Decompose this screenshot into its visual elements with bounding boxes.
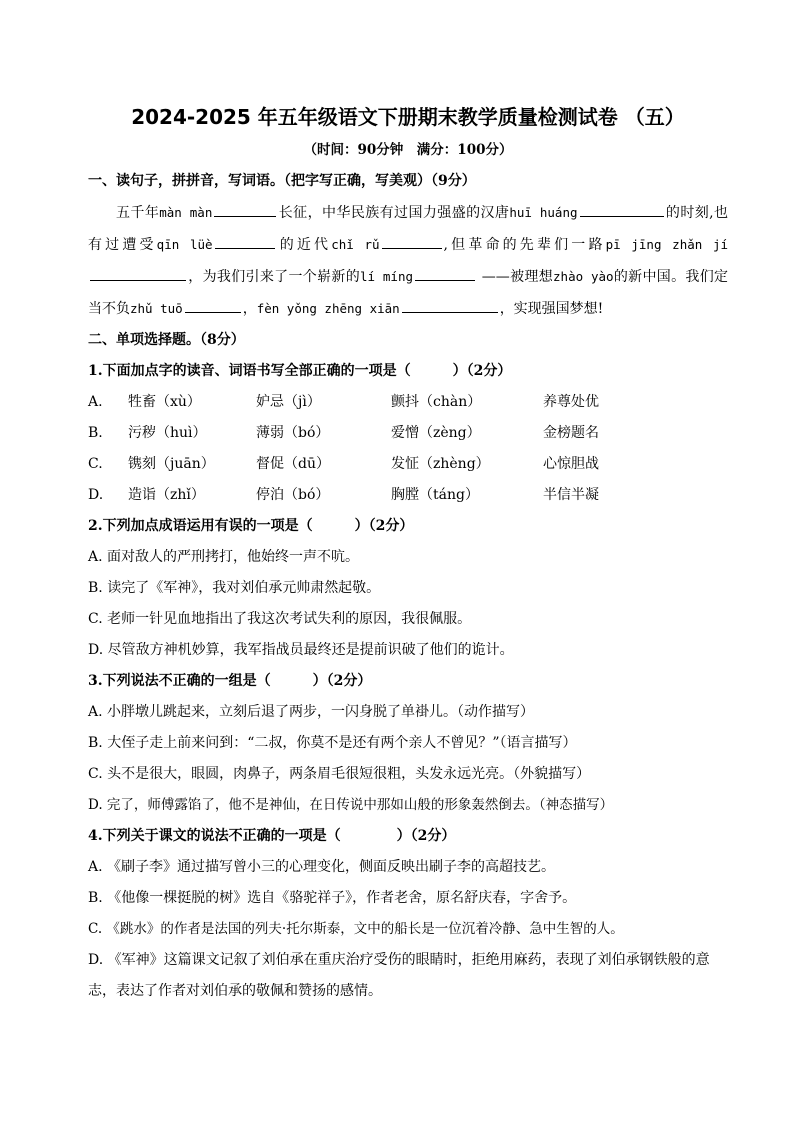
passage-text: 五千年 — [116, 205, 160, 221]
q3-option-b[interactable]: B. 大侄子走上前来问到：“二叔，你莫不是还有两个亲人不曾见？”（语言描写） — [88, 735, 577, 751]
section2-heading: 二、单项选择题。（8分） — [88, 332, 245, 348]
q1-option-a[interactable] — [88, 387, 728, 418]
answer-blank[interactable] — [580, 200, 664, 217]
option-word: 督促（dū） — [256, 456, 330, 472]
question-1-stem: 1.下面加点字的读音、词语书写全部正确的一项是（ ）（2分） — [88, 363, 512, 379]
q3-option-a[interactable]: A. 小胖墩儿跳起来，立刻后退了两步，一闪身脱了单褂儿。（动作描写） — [88, 704, 535, 720]
q2-option-c[interactable]: C. 老师一针见血地指出了我这次考试失利的原因，我很佩服。 — [88, 611, 472, 627]
q1-option-c[interactable] — [88, 449, 728, 480]
question-3-stem: 3.下列说法不正确的一组是（ ）（2分） — [88, 673, 372, 689]
q4-option-d[interactable]: D. 《军神》这篇课文记叙了刘伯承在重庆治疗受伤的眼睛时，拒绝用麻药，表现了刘伯承钢铁般的意志，表达了作者对刘伯承的敬佩和赞扬的感情。 — [88, 952, 710, 999]
pinyin-prompt: lí míng — [360, 269, 414, 284]
exam-title: 2024-2025 年五年级语文下册期末教学质量检测试卷 （五） — [131, 105, 685, 129]
question-4-stem: 4.下列关于课文的说法不正确的一项是（ ）（2分） — [88, 828, 456, 844]
option-word: 胸膛（táng） — [391, 487, 479, 503]
pinyin-prompt: qīn lüè — [156, 237, 213, 252]
pinyin-prompt: zhào yào — [553, 269, 614, 284]
q3-option-c[interactable]: C. 头不是很大，眼圆，肉鼻子，两条眉毛很短很粗，头发永远光亮。（外貌描写） — [88, 766, 591, 782]
option-word: 心惊胆战 — [543, 456, 599, 472]
q2-option-b[interactable]: B. 读完了《军神》，我对刘伯承元帅肃然起敬。 — [88, 580, 381, 596]
answer-blank[interactable] — [90, 264, 186, 281]
pinyin-prompt: chǐ rǔ — [331, 237, 380, 252]
answer-blank[interactable] — [382, 232, 442, 249]
passage-text: ，为我们引来了一个崭新的 — [188, 269, 361, 285]
option-letter: C. — [88, 456, 103, 472]
passage-text: 的时刻,也有过遭受 — [88, 205, 729, 253]
option-word: 造诣（zhǐ） — [128, 487, 205, 503]
option-letter: B. — [88, 425, 103, 441]
pinyin-prompt: màn màn — [159, 205, 213, 220]
q4-option-b[interactable]: B. 《他像一棵挺脱的树》选自《骆驼祥子》，作者老舍，原名舒庆春，字舍予。 — [88, 890, 577, 906]
option-word: 半信半凝 — [543, 487, 599, 503]
section1-heading: 一、读句子，拼拼音，写词语。（把字写正确，写美观）（9分） — [88, 173, 476, 189]
option-word: 停泊（bó） — [256, 487, 330, 503]
answer-blank[interactable] — [402, 296, 498, 313]
exam-page — [88, 100, 728, 1007]
option-word: 颤抖（chàn） — [391, 394, 482, 410]
passage-text: ,但革命的先辈们一路 — [443, 237, 606, 253]
option-word: 妒忌（jì） — [256, 394, 321, 410]
passage-text: 的新中国。我们定当不负 — [88, 269, 728, 317]
answer-blank[interactable] — [214, 200, 276, 217]
passage-text: ， — [242, 301, 257, 317]
q4-option-a[interactable]: A. 《刷子李》通过描写曾小三的心理变化，侧面反映出刷子李的高超技艺。 — [88, 859, 556, 875]
q2-option-a[interactable]: A. 面对敌人的严刑拷打，他始终一声不吭。 — [88, 549, 360, 565]
passage-text: ，实现强国梦想! — [499, 301, 604, 317]
option-word: 金榜题名 — [543, 425, 599, 441]
option-word: 牲畜（xù） — [128, 394, 201, 410]
q1-option-d[interactable] — [88, 480, 728, 511]
answer-blank[interactable] — [185, 296, 241, 313]
option-word: 养尊处优 — [543, 394, 599, 410]
passage-text: 长征，中华民族有过国力强盛的汉唐 — [278, 205, 510, 221]
section1-passage — [88, 197, 728, 325]
q4-option-c[interactable]: C. 《跳水》的作者是法国的列夫·托尔斯泰，文中的船长是一位沉着冷静、急中生智的人。 — [88, 921, 624, 937]
pinyin-prompt: fèn yǒng zhēng xiān — [256, 301, 400, 316]
option-word: 爱憎（zèng） — [391, 425, 481, 441]
passage-text: 的近代 — [276, 237, 332, 253]
q3-option-d[interactable]: D. 完了，师傅露馅了，他不是神仙，在日传说中那如山般的形象轰然倒去。（神态描写） — [88, 797, 614, 813]
option-letter: A. — [88, 394, 103, 410]
q2-option-d[interactable]: D. 尽管敌方神机妙算，我军指战员最终还是提前识破了他们的诡计。 — [88, 642, 514, 658]
option-word: 薄弱（bó） — [256, 425, 330, 441]
q1-option-b[interactable] — [88, 418, 728, 449]
pinyin-prompt: zhǔ tuō — [130, 301, 183, 316]
answer-blank[interactable] — [415, 264, 475, 281]
passage-text: ——被理想 — [477, 269, 554, 285]
pinyin-prompt: huī huáng — [509, 205, 578, 220]
exam-subtitle: （时间：90分钟 满分：100分） — [303, 142, 513, 158]
answer-blank[interactable] — [215, 232, 275, 249]
question-2-stem: 2.下列加点成语运用有误的一项是（ ）（2分） — [88, 518, 414, 534]
option-letter: D. — [88, 487, 104, 503]
option-word: 污秽（huì） — [128, 425, 207, 441]
option-word: 镌刻（juān） — [128, 456, 215, 472]
option-word: 发怔（zhèng） — [391, 456, 490, 472]
pinyin-prompt: pī jīng zhǎn jí — [605, 237, 729, 252]
